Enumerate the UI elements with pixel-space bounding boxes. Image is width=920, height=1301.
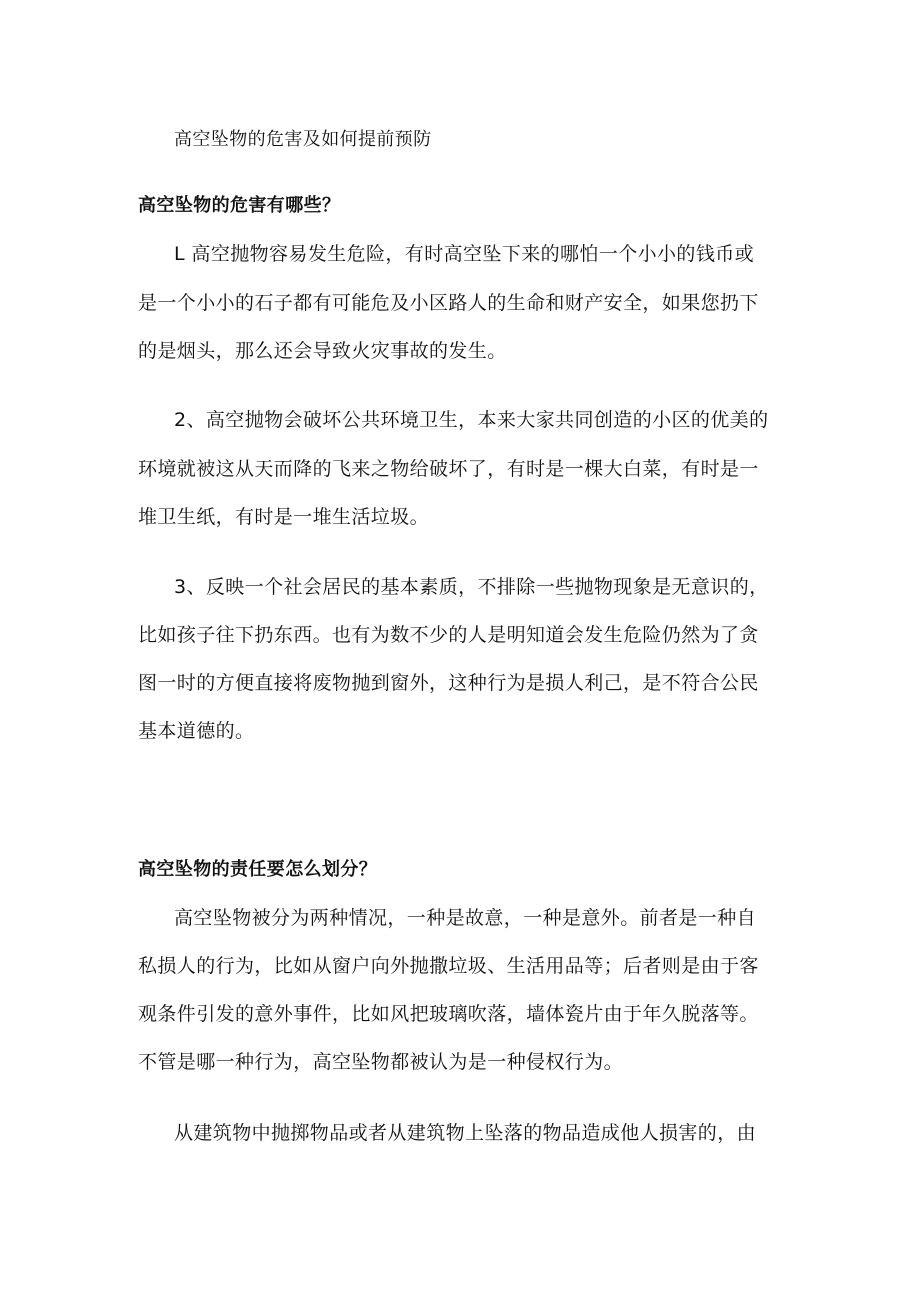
text-line: L 高空抛物容易发生危险，有时高空坠下来的哪怕一个小小的钱币或 bbox=[174, 243, 755, 265]
text-line: 环境就被这从天而降的飞来之物给破坏了，有时是一棵大白菜，有时是一 bbox=[138, 458, 759, 480]
text-line: 2、高空抛物会破坏公共环境卫生，本来大家共同创造的小区的优美的 bbox=[174, 409, 769, 431]
text-line: 高空坠物被分为两种情况，一种是故意，一种是意外。前者是一种自 bbox=[174, 907, 757, 929]
text-line: 私损人的行为，比如从窗户向外抛撒垃圾、生活用品等；后者则是由于客 bbox=[138, 955, 759, 977]
text-line: 的是烟头，那么还会导致火灾事故的发生。 bbox=[138, 340, 507, 362]
text-line: 堆卫生纸，有时是一堆生活垃圾。 bbox=[138, 506, 430, 528]
section-heading-hazards: 高空坠物的危害有哪些？ bbox=[138, 195, 341, 216]
document-title: 高空坠物的危害及如何提前预防 bbox=[174, 129, 432, 150]
text-line: 观条件引发的意外事件，比如风把玻璃吹落，墙体瓷片由于年久脱落等。 bbox=[138, 1003, 759, 1025]
text-line: 图一时的方便直接将废物抛到窗外，这种行为是损人利己，是不符合公民 bbox=[138, 672, 759, 694]
text-line: 比如孩子往下扔东西。也有为数不少的人是明知道会发生危险仍然为了贪 bbox=[138, 624, 759, 646]
text-line: 是一个小小的石子都有可能危及小区路人的生命和财产安全，如果您扔下 bbox=[138, 292, 759, 314]
text-line: 不管是哪一种行为，高空坠物都被认为是一种侵权行为。 bbox=[138, 1051, 624, 1073]
text-line: 基本道德的。 bbox=[138, 720, 255, 742]
text-line: 3、反映一个社会居民的基本素质，不排除一些抛物现象是无意识的， bbox=[174, 576, 769, 598]
section-heading-responsibility: 高空坠物的责任要怎么划分？ bbox=[138, 859, 378, 880]
text-line: 从建筑物中抛掷物品或者从建筑物上坠落的物品造成他人损害的，由 bbox=[174, 1122, 757, 1144]
